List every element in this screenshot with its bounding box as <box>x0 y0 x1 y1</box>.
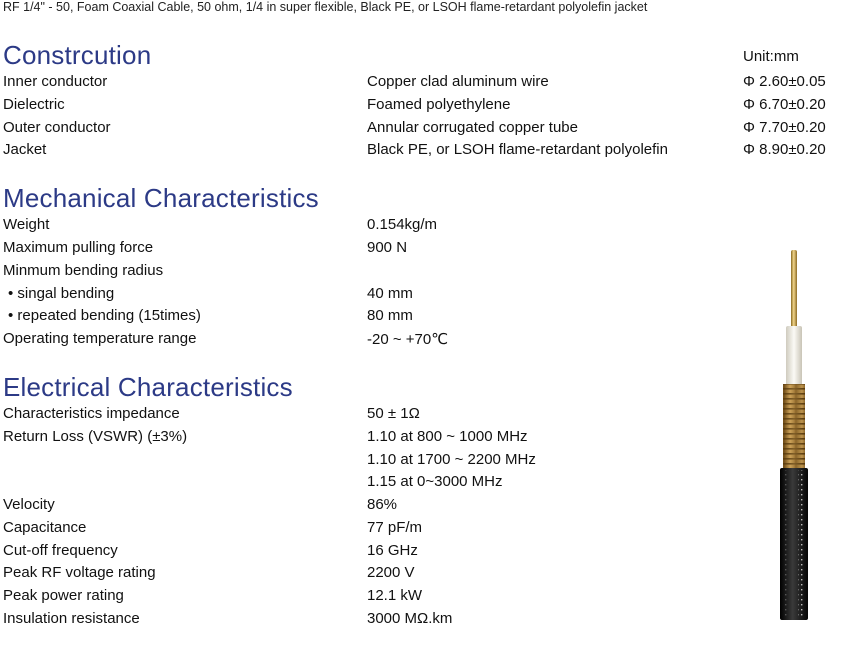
mechanical-row <box>0 330 844 353</box>
mechanical-row <box>0 285 844 308</box>
row-label: Operating temperature range <box>3 330 197 347</box>
row-label: Inner conductor <box>3 73 108 90</box>
row-label: Outer conductor <box>3 119 111 136</box>
mechanical-heading: Mechanical Characteristics <box>3 183 319 213</box>
row-dimension: Φ 2.60±0.05 <box>743 73 826 90</box>
row-label: Velocity <box>3 496 55 513</box>
construction-row <box>0 119 844 142</box>
row-label: Capacitance <box>3 519 87 536</box>
mechanical-row <box>0 262 844 285</box>
row-value: 80 mm <box>367 307 413 324</box>
row-label: Minmum bending radius <box>3 262 164 279</box>
row-dimension: Φ 6.70±0.20 <box>743 96 826 113</box>
electrical-row <box>0 496 844 519</box>
row-dimension: Φ 8.90±0.20 <box>743 141 826 158</box>
inner-conductor-shape <box>791 250 797 330</box>
electrical-row <box>0 542 844 565</box>
row-value: Copper clad aluminum wire <box>367 73 549 90</box>
row-label: Peak power rating <box>3 587 124 604</box>
row-value: 900 N <box>367 239 408 256</box>
mechanical-row <box>0 307 844 330</box>
row-label: Insulation resistance <box>3 610 140 627</box>
caption: RF 1/4" - 50, Foam Coaxial Cable, 50 ohm, 1/4 in super flexible, Black PE, or LSOH flame-retardant polyolefin jacket <box>3 0 648 14</box>
row-label: Characteristics impedance <box>3 405 180 422</box>
electrical-row <box>0 451 844 474</box>
electrical-row <box>0 519 844 542</box>
electrical-row <box>0 428 844 451</box>
row-label: Cut-off frequency <box>3 542 118 559</box>
construction-heading: Constrcution <box>3 40 152 70</box>
mechanical-row <box>0 239 844 262</box>
row-label: Return Loss (VSWR) (±3%) <box>3 428 188 445</box>
row-label: Weight <box>3 216 50 233</box>
row-value: 0.154kg/m <box>367 216 438 233</box>
row-value: 2200 V <box>367 564 415 581</box>
row-value: 12.1 kW <box>367 587 423 604</box>
row-label: Jacket <box>3 141 47 158</box>
row-label: Maximum pulling force <box>3 239 154 256</box>
dielectric-shape <box>786 326 802 388</box>
coaxial-cable-photo <box>772 248 816 620</box>
row-value: 16 GHz <box>367 542 418 559</box>
row-label: Peak RF voltage rating <box>3 564 156 581</box>
electrical-row <box>0 610 844 633</box>
construction-row <box>0 73 844 96</box>
row-value: 1.10 at 1700 ~ 2200 MHz <box>367 451 536 468</box>
mechanical-row <box>0 216 844 239</box>
electrical-row <box>0 405 844 428</box>
row-value: Annular corrugated copper tube <box>367 119 578 136</box>
row-value: 86% <box>367 496 398 513</box>
row-label: • singal bending <box>8 285 115 302</box>
row-value: -20 ~ +70℃ <box>367 331 449 348</box>
row-dimension: Φ 7.70±0.20 <box>743 119 826 136</box>
electrical-row <box>0 473 844 496</box>
row-value: 1.10 at 800 ~ 1000 MHz <box>367 428 528 445</box>
row-value: Black PE, or LSOH flame-retardant polyolefin <box>367 141 668 158</box>
row-value: 77 pF/m <box>367 519 423 536</box>
row-label: Dielectric <box>3 96 65 113</box>
unit-label: Unit:mm <box>743 48 799 65</box>
row-value: 3000 MΩ.km <box>367 610 453 627</box>
construction-row <box>0 141 844 164</box>
row-label: • repeated bending (15times) <box>8 307 201 324</box>
electrical-row <box>0 564 844 587</box>
row-value: 50 ± 1Ω <box>367 405 420 422</box>
row-value: 1.15 at 0~3000 MHz <box>367 473 503 490</box>
electrical-row <box>0 587 844 610</box>
electrical-heading: Electrical Characteristics <box>3 372 293 402</box>
row-value: Foamed polyethylene <box>367 96 511 113</box>
construction-row <box>0 96 844 119</box>
row-value: 40 mm <box>367 285 413 302</box>
